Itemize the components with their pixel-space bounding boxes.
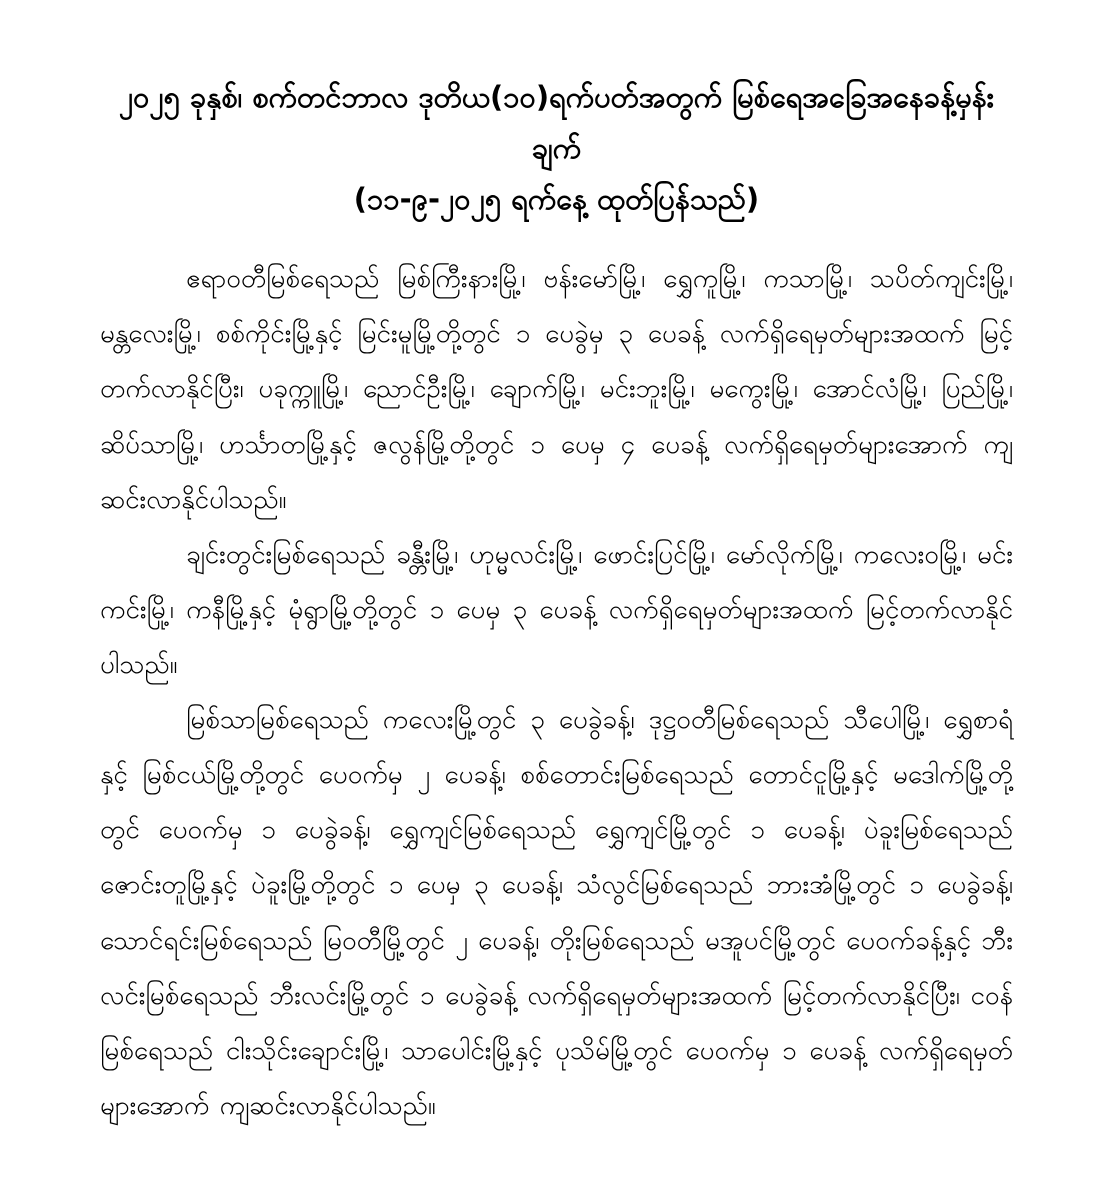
paragraph-3: မြစ်သာမြစ်ရေသည် ကလေးမြို့တွင် ၃ ပေခွဲခန့်၊ ဒုဋ္ဌဝတီမြစ်ရေသည် သီပေါမြို့၊ ရွှေစာရံနှင့် မြစ်ငယ်မြို့တို့တွင် ပေဝက်မှ ၂ ပေခန့်၊ စစ်တောင်းမြစ်ရေသည် တောင်ငူမြို့နှင့် မဒေါက်မြို့တို့တွင် ပေဝက်မှ ၁ ပေခွဲခန့်၊ ရွှေကျင်မြစ်ရေသည် ရွှေကျင်မြို့တွင် ၁ ပေခန့်၊ ပဲခူးမြစ်ရေသည် ဇောင်းတူမြို့နှင့် ပဲခူးမြို့တို့တွင် ၁ ပေမှ ၃ ပေခန့်၊ သံလွင်မြစ်ရေသည် ဘားအံမြို့တွင် ၁ ပေခွဲခန့်၊ သောင်ရင်းမြစ်ရေသည် မြဝတီမြို့တွင် ၂ ပေခန့်၊ တိုးမြစ်ရေသည် မအူပင်မြို့တွင် ပေဝက်ခန့်နှင့် ဘီးလင်းမြစ်ရေသည် ဘီးလင်းမြို့တွင် ၁ ပေခွဲခန့် လက်ရှိရေမှတ်များအထက် မြင့်တက်လာနိုင်ပြီး၊ ငဝန်မြစ်ရေသည် ငါးသိုင်းချောင်းမြို့၊ သာပေါင်းမြို့နှင့် ပုသိမ်မြို့တွင် ပေဝက်မှ ၁ ပေခန့် လက်ရှိရေမှတ်များအောက် ကျဆင်းလာနိုင်ပါသည်။ (100, 705, 1013, 1121)
document-title (100, 72, 1013, 224)
title-line-2: (၁၁-၉-၂၀၂၅ ရက်နေ့ ထုတ်ပြန်သည်) (353, 181, 760, 216)
title-line-1: ၂၀၂၅ ခုနှစ်၊ စက်တင်ဘာလ ဒုတိယ(၁၀)ရက်ပတ်အတွက် မြစ်ရေအခြေအနေခန့်မှန်းချက် (118, 80, 995, 165)
paragraph-1: ဧရာဝတီမြစ်ရေသည် မြစ်ကြီးနားမြို့၊ ဗန်းမော်မြို့၊ ရွှေကူမြို့၊ ကသာမြို့၊ သပိတ်ကျင်းမြို့၊ မန္တလေးမြို့၊ စစ်ကိုင်းမြို့နှင့် မြင်းမူမြို့တို့တွင် ၁ ပေခွဲမှ ၃ ပေခန့် လက်ရှိရေမှတ်များအထက် မြင့်တက်လာနိုင်ပြီး၊ ပခုက္ကူမြို့၊ ညောင်ဦးမြို့၊ ချောက်မြို့၊ မင်းဘူးမြို့၊ မကွေးမြို့၊ အောင်လံမြို့၊ ပြည်မြို့၊ ဆိပ်သာမြို့၊ ဟင်္သာတမြို့နှင့် ဇလွန်မြို့တို့တွင် ၁ ပေမှ ၄ ပေခန့် လက်ရှိရေမှတ်များအောက် ကျဆင်းလာနိုင်ပါသည်။ (100, 264, 1013, 515)
paragraph-2: ချင်းတွင်းမြစ်ရေသည် ခန္တီးမြို့၊ ဟုမ္မလင်းမြို့၊ ဖောင်းပြင်မြို့၊ မော်လိုက်မြို့၊ ကလေးဝမြို့၊ မင်းကင်းမြို့၊ ကနီမြို့နှင့် မုံရွာမြို့တို့တွင် ၁ ပေမှ ၃ ပေခန့် လက်ရှိရေမှတ်များအထက် မြင့်တက်လာနိုင်ပါသည်။ (100, 539, 1013, 681)
document-body (100, 252, 1013, 1134)
